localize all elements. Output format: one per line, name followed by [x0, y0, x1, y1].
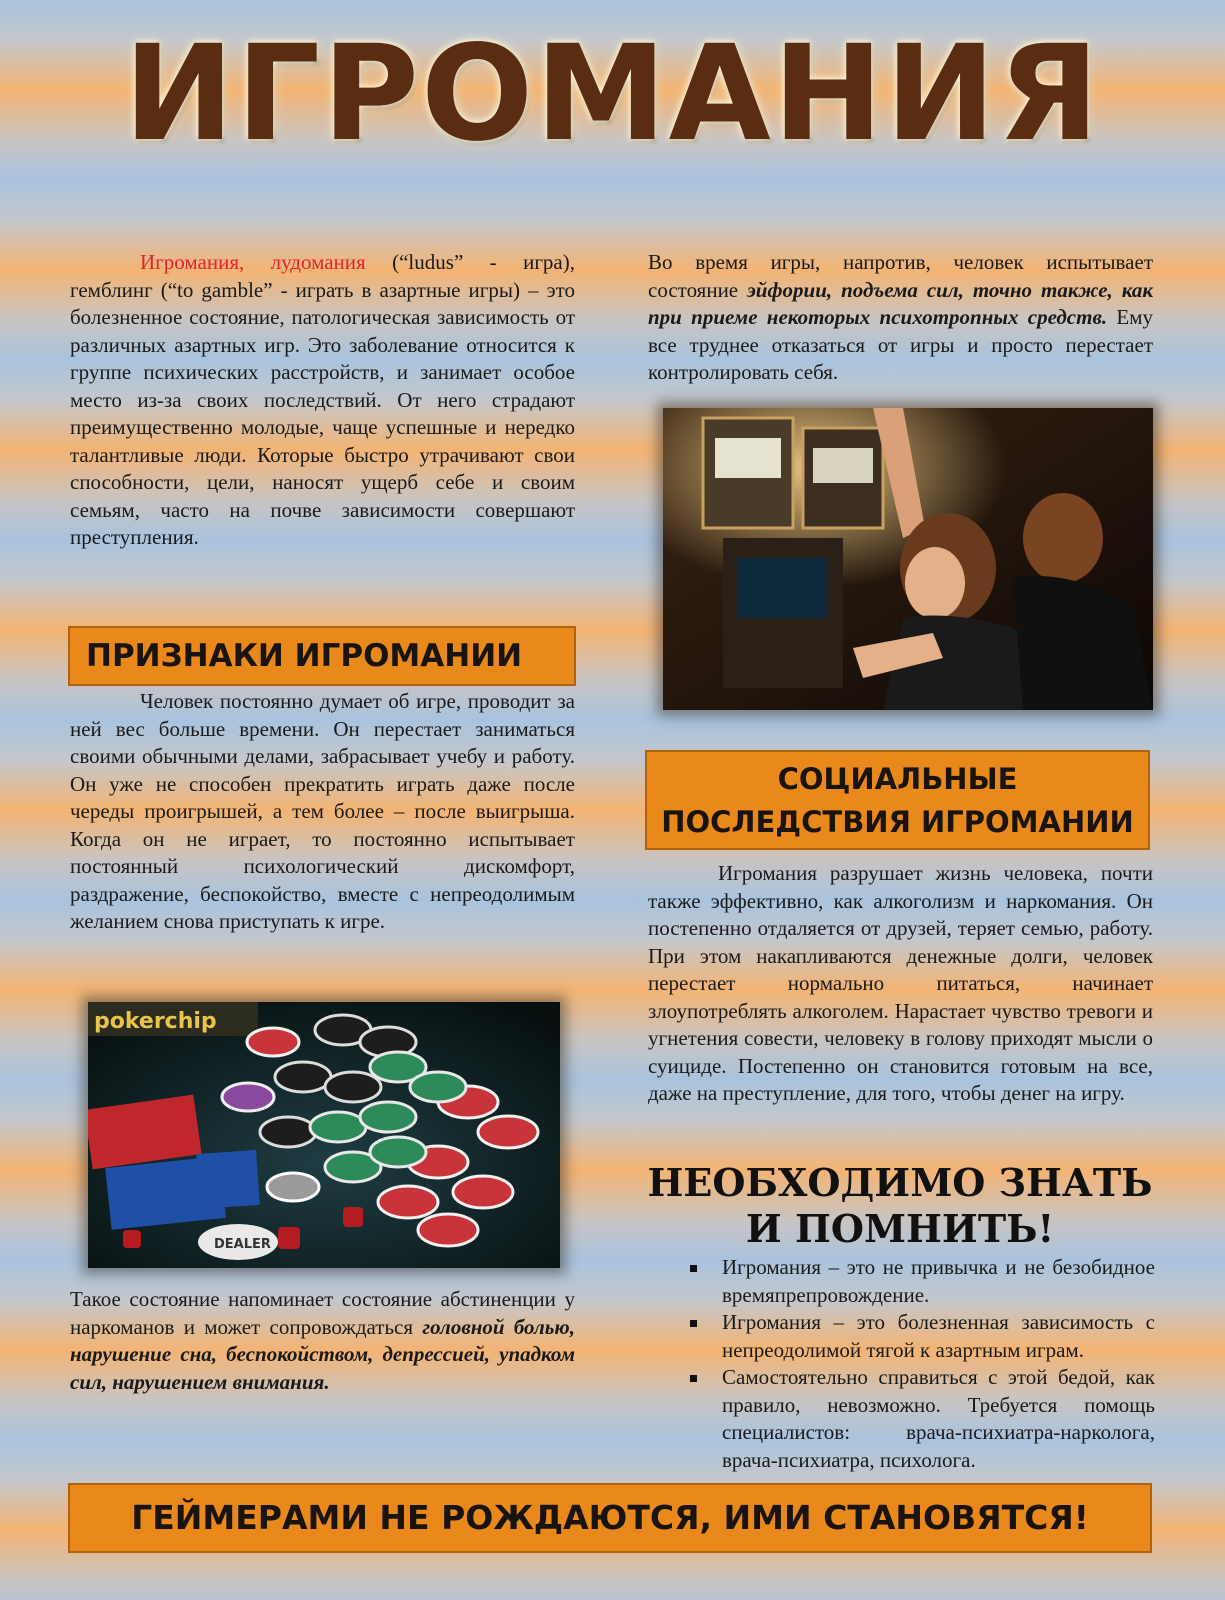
signs-paragraph [70, 688, 575, 936]
remember-heading [640, 1160, 1160, 1252]
bullet-icon [690, 1320, 697, 1327]
bullet-icon [690, 1375, 697, 1382]
chips-logo-text: pokerchip [94, 1009, 217, 1034]
slot-machine-photo [663, 408, 1153, 710]
euphoria-paragraph [648, 249, 1153, 387]
intro-paragraph [70, 249, 575, 552]
slot-machine-illustration [663, 408, 1153, 710]
euphoria-text-2: Ему все труднее отказаться от игры и просто перестает контролировать себя. [648, 305, 1153, 384]
remember-list [690, 1254, 1155, 1474]
footer-slogan-box [68, 1483, 1152, 1553]
remember-heading-line-2: И ПОМНИТЬ! [745, 1206, 1055, 1251]
remember-heading-line-1: НЕОБХОДИМО ЗНАТЬ [647, 1160, 1153, 1205]
signs-text: Человек постоянно думает об игре, проводит за ней вес больше времени. Он перестает заниматься своими обычными делами, забрасывает учебу и работу. Он уже не способен прекратить играть даже после череды проигрышей, а тем более – после выигрыша. Когда он не играет, то постоянно испытывает постоянный психологический дискомфорт, раздражение, беспокойство, вместе с непреодолимым желанием снова приступать к игре. [70, 689, 575, 933]
page-title: ИГРОМАНИЯ [123, 17, 1102, 171]
poker-chips-illustration [88, 1002, 560, 1268]
bullet-icon [690, 1265, 697, 1272]
social-text: Игромания разрушает жизнь человека, почти также эффективно, как алкоголизм и наркомания. Он постепенно отдаляется от друзей, теряет семью, работу. При этом накапливаются денежные долги, человек перестает нормально питаться, начинает злоупотреблять алкоголем. Нарастает чувство тревоги и угнетения совести, человеку в голову приходят мысли о суициде. Постепенно он становится готовым на все, даже на преступление, для того, чтобы денег на игру. [648, 861, 1153, 1105]
footer-slogan: ГЕЙМЕРАМИ НЕ РОЖДАЮТСЯ, ИМИ СТАНОВЯТСЯ! [131, 1498, 1089, 1537]
social-heading-box [645, 750, 1150, 850]
intro-text: (“ludus” - игра), гемблинг (“to gamble” - играть в азартные игры) – это болезненное состояние, патологическая зависимость от различных азартных игр. Это заболевание относится к группе психических расстройств, и занимает особое место из-за своих последствий. От него страдают преимущественно молодые, чаще успешные и нередко талантливые люди. Которые быстро утрачивают свои способности, цели, наносят ущерб себе и своим семьям, часто на почве зависимости совершают преступления. [70, 250, 575, 549]
list-item: Игромания – это не привычка и не безобидное времяпрепровождение. [690, 1254, 1155, 1309]
abstinence-paragraph [70, 1286, 575, 1396]
signs-heading-box [68, 626, 576, 686]
dealer-button-label: DEALER [214, 1237, 271, 1252]
intro-red-terms: Игромания, лудомания [140, 250, 366, 274]
social-paragraph [648, 860, 1153, 1108]
poker-chips-photo [88, 1002, 560, 1268]
social-heading-line-2: ПОСЛЕДСТВИЯ ИГРОМАНИИ [661, 805, 1134, 839]
abstinence-emphasis: головной болью, нарушение сна, беспокойством, депрессией, упадком сил, нарушением внимания. [70, 1314, 575, 1394]
list-item: Игромания – это болезненная зависимость с непреодолимой тягой к азартным играм. [690, 1309, 1155, 1364]
social-heading-line-1: СОЦИАЛЬНЫЕ [777, 762, 1018, 796]
signs-heading: ПРИЗНАКИ ИГРОМАНИИ [86, 638, 523, 674]
euphoria-text-1: Во время игры, напротив, человек испытывает состояние [648, 250, 1153, 302]
list-item: Самостоятельно справиться с этой бедой, как правило, невозможно. Требуется помощь специалистов: врача-психиатра-нарколога, врача-психиатра, психолога. [690, 1364, 1155, 1474]
euphoria-emphasis: эйфории, подъема сил, точно также, как при приеме некоторых психотропных средств. [648, 277, 1153, 329]
abstinence-text: Такое состояние напоминает состояние абстиненции у наркоманов и может сопровождаться [70, 1287, 575, 1339]
